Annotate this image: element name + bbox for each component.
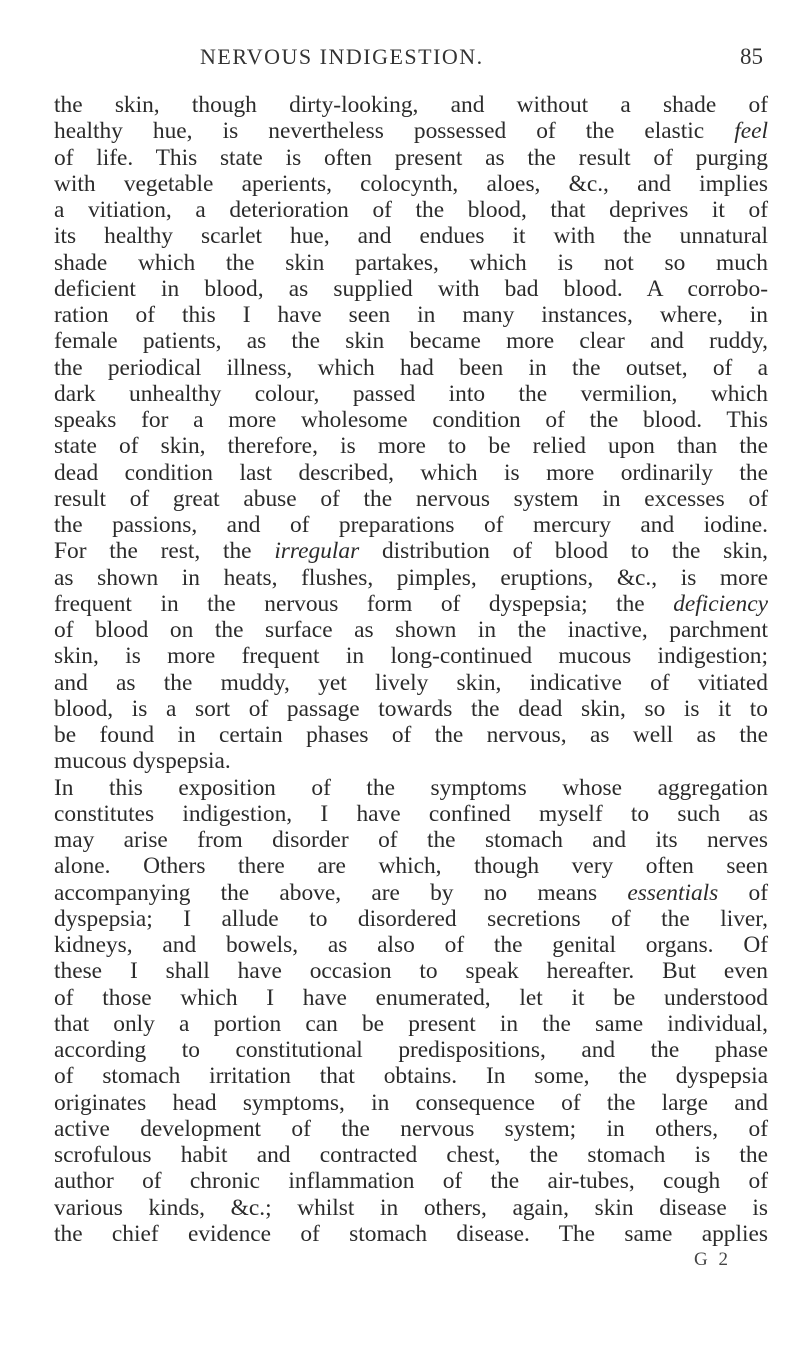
- text-line: various kinds, &c.; whilst in others, again, skin disease is: [54, 1194, 768, 1221]
- text-line: speaks for a more wholesome condition of the blood. This: [54, 407, 768, 433]
- text-line: constitutes indigestion, I have confined myself to such as: [54, 800, 768, 827]
- text-line: skin, is more frequent in long-continued mucous indigestion;: [54, 643, 768, 670]
- text-line: frequent in the nervous form of dyspepsia; the deficiency: [54, 590, 768, 617]
- text-line: its healthy scarlet hue, and endues it with the unnatural: [54, 223, 768, 250]
- text-line: ration of this I have seen in many instances, where, in: [54, 302, 768, 328]
- text-line: For the rest, the irregular distribution of blood to the skin,: [54, 538, 769, 565]
- text-line: scrofulous habit and contracted chest, the stomach is the: [54, 1142, 768, 1168]
- body-text: [54, 92, 768, 1247]
- text-line: In this exposition of the symptoms whose aggregation: [54, 774, 768, 801]
- text-line: alone. Others there are which, though very often seen: [54, 853, 768, 880]
- running-title: NERVOUS INDIGESTION.: [200, 44, 484, 69]
- text-line: active development of the nervous system; in others, of: [54, 1115, 768, 1142]
- text-line: that only a portion can be present in the same individual,: [54, 1010, 768, 1037]
- text-line: accompanying the above, are by no means essentials of: [54, 879, 768, 906]
- text-line: according to constitutional predispositions, and the phase: [54, 1037, 768, 1063]
- text-line: kidneys, and bowels, as also of the genital organs. Of: [54, 932, 768, 958]
- text-line: be found in certain phases of the nervous, as well as the: [54, 722, 768, 748]
- text-line: as shown in heats, flushes, pimples, eruptions, &c., is more: [54, 564, 768, 591]
- text-line: blood, is a sort of passage towards the dead skin, so is it to: [54, 695, 768, 722]
- text-line: shade which the skin partakes, which is not so much: [54, 249, 768, 276]
- text-line: healthy hue, is nevertheless possessed of the elastic feel: [54, 118, 768, 145]
- text-line: may arise from disorder of the stomach and its nerves: [54, 827, 768, 853]
- text-line: the chief evidence of stomach disease. The same applies: [54, 1220, 768, 1247]
- text-line: with vegetable aperients, colocynth, aloes, &c., and implies: [54, 170, 768, 197]
- text-line: originates head symptoms, in consequence of the large and: [54, 1089, 768, 1116]
- text-line: deficient in blood, as supplied with bad blood. A corrobo-: [54, 275, 768, 302]
- text-line: result of great abuse of the nervous system in excesses of: [54, 485, 768, 512]
- text-line: of life. This state is often present as the result of purging: [54, 144, 768, 171]
- text-line: the periodical illness, which had been in the outset, of a: [54, 354, 768, 381]
- text-line: state of skin, therefore, is more to be relied upon than the: [54, 433, 768, 460]
- text-line: these I shall have occasion to speak hereafter. But even: [54, 958, 768, 985]
- text-line: of stomach irritation that obtains. In some, the dyspepsia: [54, 1063, 768, 1090]
- text-line: dark unhealthy colour, passed into the vermilion, which: [54, 380, 768, 407]
- text-line: the passions, and of preparations of mercury and iodine.: [54, 512, 768, 538]
- text-line: mucous dyspepsia.: [54, 748, 231, 775]
- text-line: the skin, though dirty-looking, and without a shade of: [54, 92, 768, 118]
- page-number: 85: [740, 44, 763, 69]
- running-head: [200, 44, 763, 74]
- signature-mark: G 2: [694, 1249, 731, 1270]
- text-line: author of chronic inflammation of the air-tubes, cough of: [54, 1168, 768, 1195]
- text-line: female patients, as the skin became more clear and ruddy,: [54, 328, 768, 355]
- text-line: of those which I have enumerated, let it be understood: [54, 984, 768, 1011]
- text-line: dead condition last described, which is more ordinarily the: [54, 459, 768, 486]
- text-line: and as the muddy, yet lively skin, indicative of vitiated: [54, 669, 768, 696]
- text-line: of blood on the surface as shown in the inactive, parchment: [54, 617, 768, 643]
- text-line: a vitiation, a deterioration of the blood, that deprives it of: [54, 197, 768, 223]
- text-line: dyspepsia; I allude to disordered secretions of the liver,: [54, 905, 768, 932]
